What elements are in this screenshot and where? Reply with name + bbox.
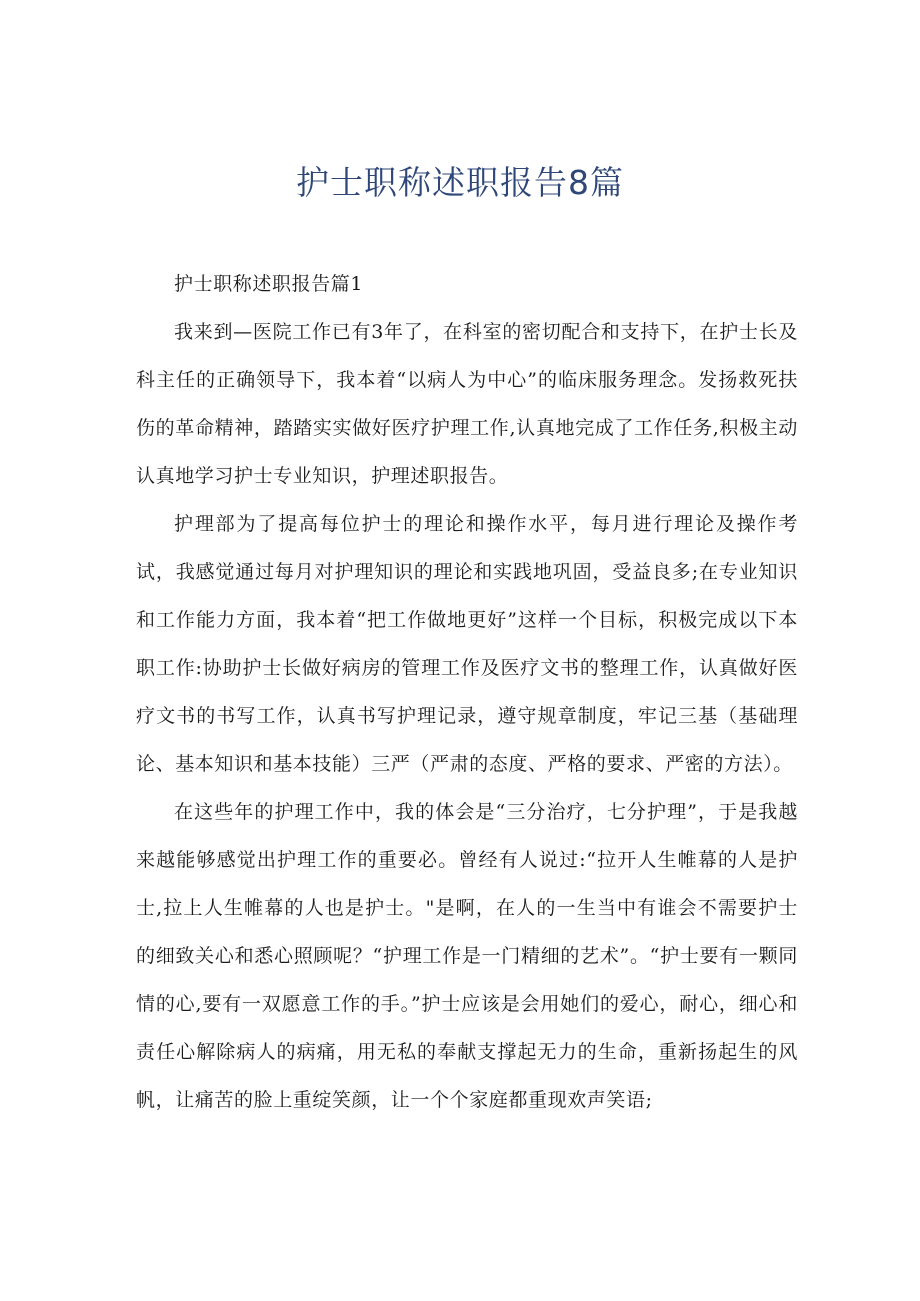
paragraph-2: 护理部为了提高每位护士的理论和操作水平，每月进行理论及操作考试，我感觉通过每月对护理知识的理论和实践地巩固，受益良多;在专业知识和工作能力方面，我本着“把工作做地更好”这样一个目标，积极完成以下本职工作:协助护士长做好病房的管理工作及医疗文书的整理工作，认真做好医疗文书的书写工作，认真书写护理记录，遵守规章制度，牢记三基（基础理论、基本知识和基本技能）三严（严肃的态度、严格的要求、严密的方法）。 <box>136 513 798 775</box>
document-body <box>136 260 798 1124</box>
paragraph-1: 我来到—医院工作已有3年了，在科室的密切配合和支持下，在护士长及科主任的正确领导下，我本着“以病人为中心”的临床服务理念。发扬救死扶伤的革命精神，踏踏实实做好医疗护理工作,认真地完成了工作任务,积极主动认真地学习护士专业知识，护理述职报告。 <box>136 321 798 487</box>
paragraph-3: 在这些年的护理工作中，我的体会是“三分治疗，七分护理”，于是我越来越能够感觉出护理工作的重要必。曾经有人说过:“拉开人生帷幕的人是护士,拉上人生帷幕的人也是护士。"是啊，在人的一生当中有谁会不需要护士的细致关心和悉心照顾呢？“护理工作是一门精细的艺术”。“护士要有一颗同情的心,要有一双愿意工作的手。”护士应该是会用她们的爱心，耐心，细心和责任心解除病人的病痛，用无私的奉献支撑起无力的生命，重新扬起生的风帆，让痛苦的脸上重绽笑颜，让一个个家庭都重现欢声笑语; <box>136 801 798 1111</box>
section-heading: 护士职称述职报告篇1 <box>174 273 364 295</box>
document-title: 护士职称述职报告8篇 <box>296 163 624 202</box>
